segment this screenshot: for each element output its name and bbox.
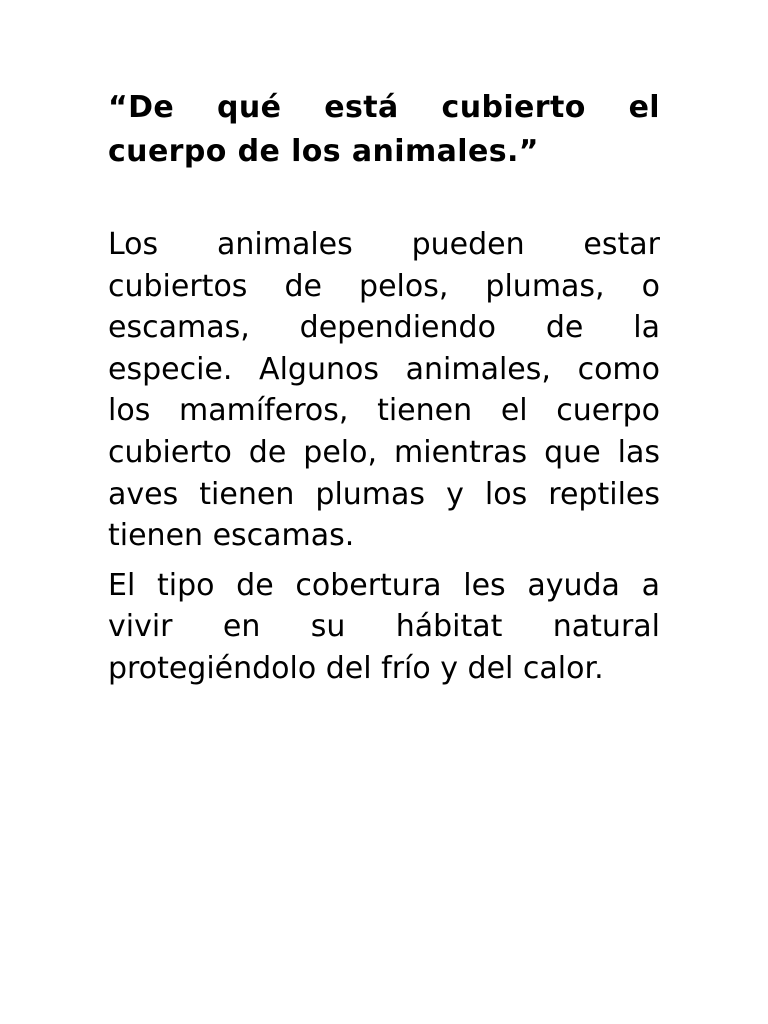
paragraph-body-1: Los animales pueden estar cubiertos de pelos, plumas, o escamas, dependiendo de la especie. Algunos animales, como los mamíferos, tienen el cuerpo cubierto de pelo, mientras que las aves tienen plumas y los reptiles tienen escamas. (108, 227, 660, 554)
document-title: “De qué está cubierto el cuerpo de los animales.” (108, 90, 660, 169)
paragraph-body-2: El tipo de cobertura les ayuda a vivir en su hábitat natural protegiéndolo del frío y del calor. (108, 567, 660, 686)
document-page (108, 86, 660, 690)
